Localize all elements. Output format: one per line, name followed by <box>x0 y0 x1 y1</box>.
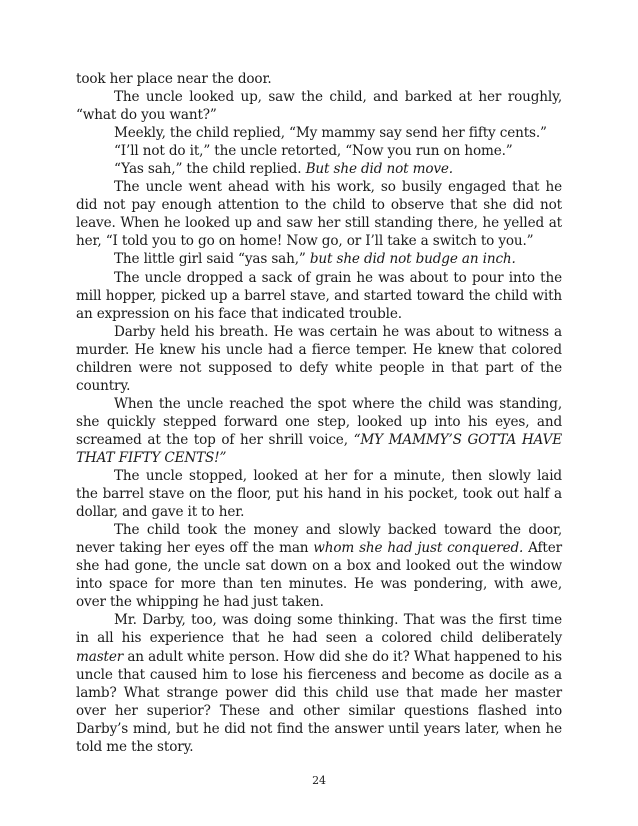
text-run: The little girl said “yas sah,” <box>114 251 310 268</box>
text-run: Darby held his breath. He was certain he was about to witness a murder. He knew his uncle had a fierce temper. He knew that colored children were not supposed to defy white people in that part of the country. <box>76 323 562 394</box>
paragraph <box>76 178 562 250</box>
text-run: Meekly, the child replied, “My mammy say send her fifty cents.” <box>114 125 547 142</box>
paragraph <box>76 323 562 395</box>
text-run: Mr. Darby, too, was doing some thinking. That was the first time in all his experience that he had seen a colored child deliberately <box>76 612 562 647</box>
text-run: “I’ll not do it,” the uncle retorted, “Now you run on home.” <box>114 143 513 160</box>
paragraph <box>76 88 562 124</box>
text-run: The uncle stopped, looked at her for a minute, then slowly laid the barrel stave on the floor, put his hand in his pocket, took out half a dollar, and gave it to her. <box>76 468 562 521</box>
text-run: The uncle went ahead with his work, so busily engaged that he did not pay enough attention to the child to observe that she did not leave. When he looked up and saw her still standing there, he yelled at her, “I told you to go on home! Now go, or I’ll take a switch to you.” <box>76 179 562 250</box>
paragraph <box>76 467 562 521</box>
paragraph <box>76 142 562 160</box>
body-text <box>76 70 562 756</box>
text-run: When the uncle reached the spot where the child was standing, she quickly stepped forward one step, looked up into his eyes, and screamed at the top of her shrill voice, <box>76 395 562 448</box>
paragraph <box>76 70 562 88</box>
italic-text-run: “MY MAMMY’S GOTTA HAVE THAT FIFTY CENTS!” <box>76 431 562 466</box>
page-number: 24 <box>312 774 326 787</box>
text-run: The uncle looked up, saw the child, and barked at her roughly, “what do you want?” <box>76 89 562 124</box>
text-run: The uncle dropped a sack of grain he was about to pour into the mill hopper, picked up a barrel stave, and started toward the child with an expression on his face that indicated trouble. <box>76 269 562 322</box>
paragraph <box>76 521 562 611</box>
paragraph <box>76 160 562 178</box>
text-run: an adult white person. How did she do it? What happened to his uncle that caused him to lose his fierceness and become as docile as a lamb? What strange power did this child use that made her master over her superior? These and other similar questions flashed into Darby’s mind, but he did not find the answer until years later, when he told me the story. <box>76 648 562 755</box>
paragraph <box>76 395 562 467</box>
paragraph <box>76 269 562 323</box>
italic-text-run: but she did not budge an inch. <box>309 251 516 268</box>
text-run: “Yas sah,” the child replied. <box>114 161 306 178</box>
italic-text-run: master <box>76 648 124 665</box>
italic-text-run: whom she had just conquered. <box>313 540 524 557</box>
text-run: After she had gone, the uncle sat down on a box and looked out the window into space for more than ten minutes. He was pondering, with awe, over the whipping he had just taken. <box>76 540 562 611</box>
text-run: The child took the money and slowly backed toward the door, never taking her eyes off the man <box>76 522 562 557</box>
italic-text-run: But she did not move. <box>305 161 453 178</box>
paragraph <box>76 250 562 268</box>
paragraph <box>76 611 562 755</box>
paragraph <box>76 124 562 142</box>
text-run: took her place near the door. <box>76 71 272 87</box>
